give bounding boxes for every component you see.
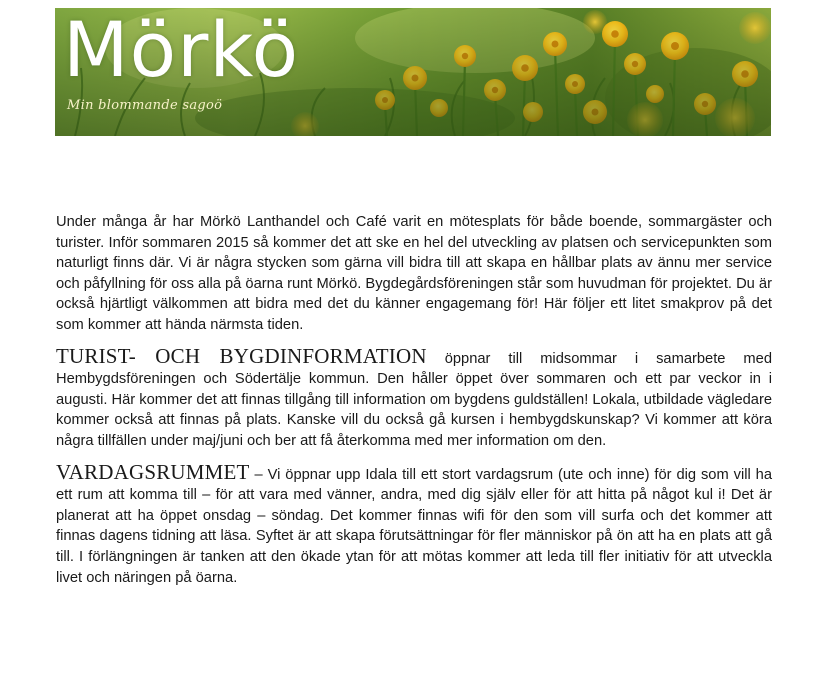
vardagsrum-heading: VARDAGSRUMMET — [56, 459, 250, 484]
header-banner — [55, 8, 771, 136]
banner-title: Mörkö — [63, 8, 300, 94]
document-body — [56, 212, 772, 598]
intro-paragraph — [56, 212, 772, 336]
turist-heading: TURIST- OCH BYGDINFORMATION — [56, 343, 427, 368]
turist-text: öppnar till midsommar i samarbete med Hembygdsföreningen och Södertälje kommun. Den håller öppet över sommaren och ett par veckor in i augusti. Här kommer det att finnas tillgång till information om bygdens guldställen! Lokala, utbildade vägledare kommer också att finnas på plats. Kanske vill du också gå kursen i hembygdskunskap? Vi kommer att köra några tillfällen under maj/juni och ber att få återkomma med mer information om den. — [56, 350, 773, 449]
vardagsrum-text: – Vi öppnar upp Idala till ett stort vardagsrum (ute och inne) för dig som vill ha ett rum att komma till – för att vara med vänner, andra, med dig själv eller för att hitta på något kul i! Det är planerat att ha öppet onsdag – söndag. Det kommer finnas wifi för den som vill surfa och det kommer att finnas dagens tidning att läsa. Syftet är att skapa förutsättningar för fler människor på ön att ha en plats att gå till. I förlängningen är tanken att den ökade ytan för att mötas kommer att leda till fler initiativ för att utveckla livet och näringen på öarna. — [56, 466, 772, 586]
turist-paragraph — [56, 343, 773, 452]
banner-tagline: Min blommande sagoö — [67, 98, 223, 113]
intro-text: Under många år har Mörkö Lanthandel och Café varit en mötesplats för både boende, sommargäster och turister. Inför sommaren 2015 så kommer det att ske en hel del utveckling av platsen och servicepunkten som naturligt finns där. Vi är några stycken som gärna vill bidra till att skapa en hållbar plats av ännu mer service och påfyllning för oss alla på öarna runt Mörkö. Bygdegårdsföreningen står som huvudman för projektet. Du är också hjärtligt välkommen att bidra med det du känner engagemang för! Här följer ett litet smakprov på det som kommer att hända närmsta tiden. — [56, 214, 772, 333]
vardagsrum-paragraph — [56, 459, 772, 589]
